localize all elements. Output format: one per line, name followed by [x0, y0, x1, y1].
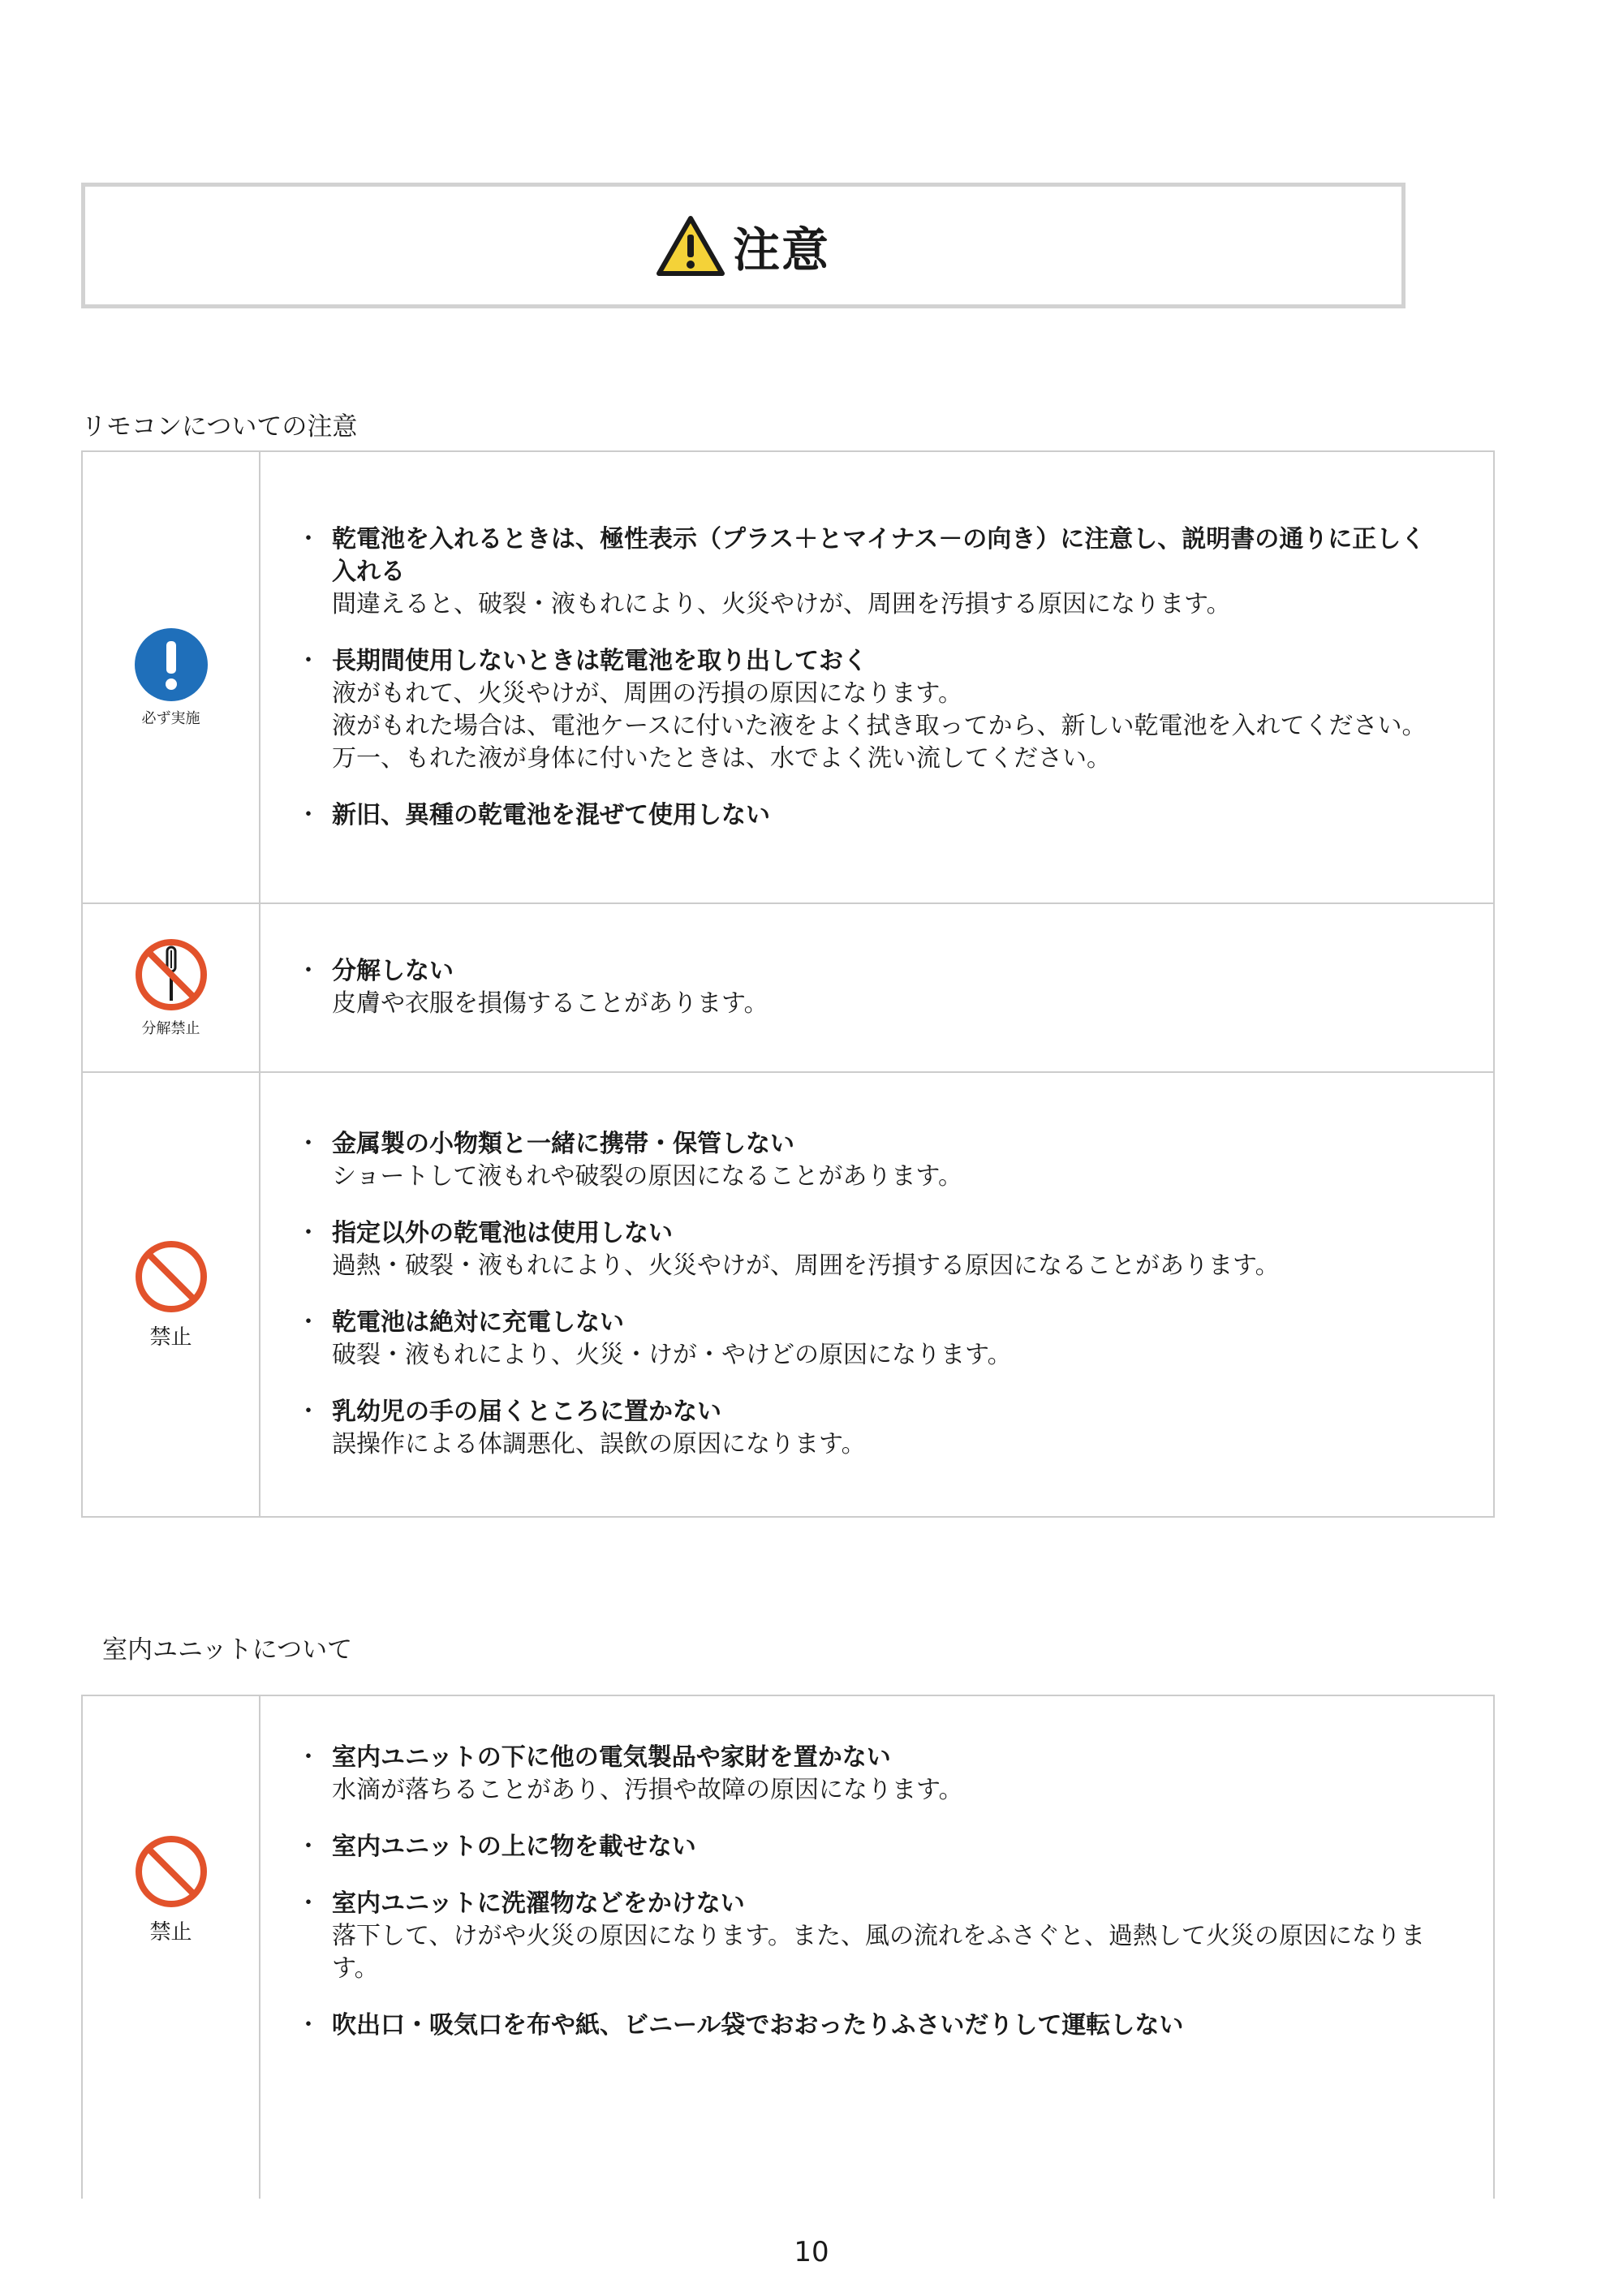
caution-item	[301, 1396, 1444, 1461]
item-heading: ・ 室内ユニットの上に物を載せない	[332, 1833, 696, 1861]
icon-cell	[82, 1072, 260, 1517]
caution-item	[301, 1128, 1444, 1193]
item-description: 落下して、けがや火災の原因になります。また、風の流れをふさぐと、過熱して火災の原因になります。	[332, 1922, 1425, 1983]
icon-label: 必ず実施	[141, 709, 200, 727]
remote-caution-table	[81, 450, 1495, 1518]
item-description: 間違えると、破裂・液もれにより、火災やけが、周囲を汚損する原因になります。	[332, 589, 1231, 618]
item-heading: ・ 長期間使用しないときは乾電池を取り出しておく	[332, 646, 867, 675]
caution-item	[301, 1307, 1444, 1372]
section-title-remote: リモコンについての注意	[81, 412, 358, 442]
text-cell	[260, 451, 1494, 903]
caution-item	[301, 955, 1444, 1020]
prohibited-icon	[134, 1834, 209, 1909]
caution-banner	[81, 183, 1406, 308]
caution-item	[301, 645, 1444, 775]
mandatory-action-icon	[134, 627, 209, 702]
item-description: 液がもれて、火災やけが、周囲の汚損の原因になります。	[332, 678, 962, 708]
page-number: 10	[794, 2236, 829, 2268]
item-heading: ・ 室内ユニットの下に他の電気製品や家財を置かない	[332, 1743, 891, 1772]
item-heading: ・ 新旧、異種の乾電池を混ぜて使用しない	[332, 800, 770, 829]
caution-row	[82, 451, 1494, 903]
item-description: 皮膚や衣服を損傷することがあります。	[332, 989, 768, 1018]
item-description: ショートして液もれや破裂の原因になることがあります。	[332, 1162, 962, 1191]
item-heading: ・ 金属製の小物類と一緒に携帯・保管しない	[332, 1130, 794, 1158]
text-cell	[260, 1695, 1494, 2199]
item-heading: ・ 乾電池を入れるときは、極性表示（プラス＋とマイナス－の向き）に注意し、説明書の通りに正しく入れる	[332, 524, 1426, 586]
item-description: 過熱・破裂・液もれにより、火災やけが、周囲を汚損する原因になることがあります。	[332, 1251, 1280, 1280]
banner-title: 注意	[732, 222, 830, 278]
caution-item	[301, 799, 1444, 832]
caution-row	[82, 1695, 1494, 2199]
caution-item	[301, 1888, 1444, 1985]
prohibited-icon	[134, 1239, 209, 1314]
item-description: 誤操作による体調悪化、誤飲の原因になります。	[332, 1430, 866, 1458]
no-disassembly-icon	[134, 937, 209, 1012]
icon-label: 禁止	[149, 1325, 192, 1350]
item-heading: ・ 分解しない	[332, 957, 454, 985]
indoor-unit-caution-table	[81, 1695, 1495, 2199]
section-title-indoor-unit: 室内ユニットについて	[102, 1635, 353, 1665]
icon-label: 禁止	[149, 1920, 192, 1945]
caution-item	[301, 523, 1444, 621]
icon-label: 分解禁止	[141, 1020, 200, 1037]
text-cell	[260, 903, 1494, 1072]
item-heading: ・ 指定以外の乾電池は使用しない	[332, 1219, 673, 1247]
item-heading: ・ 吹出口・吸気口を布や紙、ビニール袋でおおったりふさいだりして運転しない	[332, 2011, 1184, 2040]
caution-item	[301, 2010, 1444, 2042]
icon-cell	[82, 903, 260, 1072]
item-heading: ・ 乾電池は絶対に充電しない	[332, 1308, 624, 1337]
item-description: 万一、もれた液が身体に付いたときは、水でよく洗い流してください。	[332, 743, 1111, 773]
caution-item	[301, 1742, 1444, 1807]
item-description: 液がもれた場合は、電池ケースに付いた液をよく拭き取ってから、新しい乾電池を入れてください。	[332, 711, 1427, 740]
item-description: 破裂・液もれにより、火災・けが・やけどの原因になります。	[332, 1341, 1012, 1369]
caution-item	[301, 1217, 1444, 1282]
icon-cell	[82, 451, 260, 903]
item-description: 水滴が落ちることがあり、汚損や故障の原因になります。	[332, 1776, 963, 1804]
banner-title-group	[657, 212, 830, 280]
item-heading: ・ 室内ユニットに洗濯物などをかけない	[332, 1889, 745, 1918]
caution-item	[301, 1831, 1444, 1863]
caution-row	[82, 1072, 1494, 1517]
icon-cell	[82, 1695, 260, 2199]
caution-row	[82, 903, 1494, 1072]
item-heading: ・ 乳幼児の手の届くところに置かない	[332, 1398, 721, 1426]
warning-triangle-icon	[657, 215, 725, 277]
text-cell	[260, 1072, 1494, 1517]
